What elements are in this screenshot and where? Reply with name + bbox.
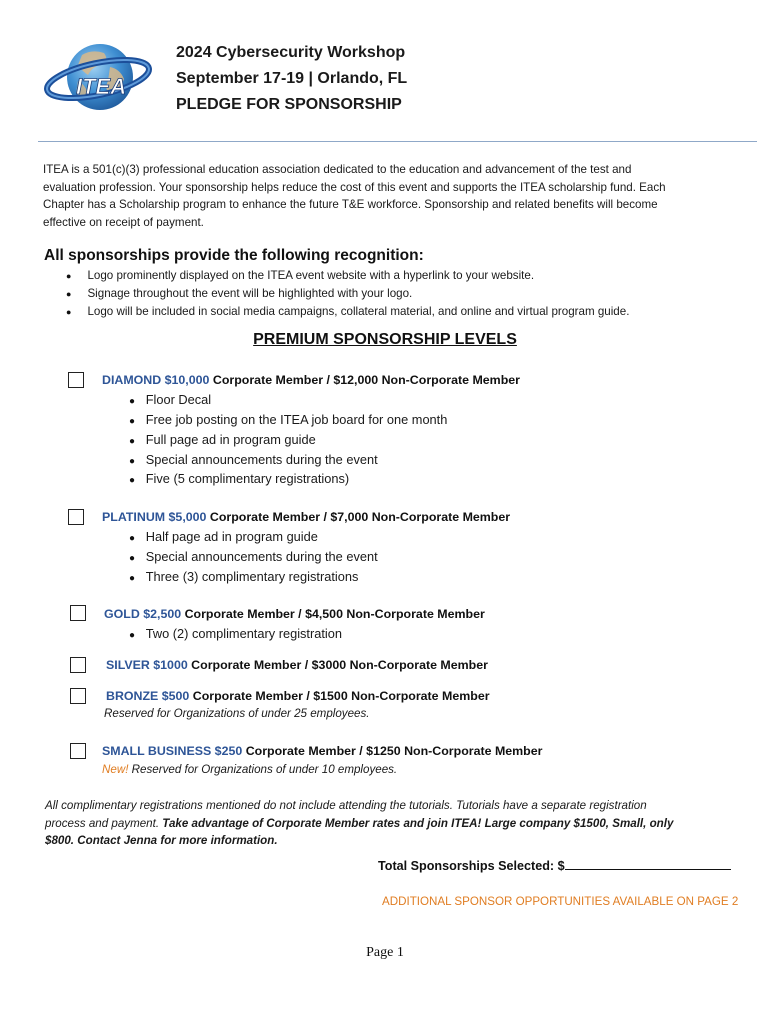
document-title: PLEDGE FOR SPONSORSHIP xyxy=(176,96,402,113)
platinum-benefit: ● Half page ad in program guide xyxy=(129,529,318,544)
bullet-icon: ● xyxy=(129,553,136,564)
intro-line: ITEA is a 501(c)(3) professional education association dedicated to the education and advancement of the test and xyxy=(43,163,632,176)
complimentary-line: process and payment. Take advantage of Corporate Member rates and join ITEA! Large company $1500, Small, only xyxy=(45,816,674,830)
silver-level: SILVER $1000 Corporate Member / $3000 Non-Corporate Member xyxy=(106,658,488,672)
gold-level: GOLD $2,500 Corporate Member / $4,500 Non-Corporate Member xyxy=(104,607,485,621)
intro-line: Chapter has a Scholarship program to enhance the future T&E workforce. Sponsorship and related benefits will become xyxy=(43,198,658,211)
bullet-icon: ● xyxy=(66,307,72,317)
complimentary-line: All complimentary registrations mentioned do not include attending the tutorials. Tutorials have a separate registration xyxy=(45,799,647,812)
diamond-level: DIAMOND $10,000 Corporate Member / $12,000 Non-Corporate Member xyxy=(102,373,520,387)
diamond-checkbox[interactable] xyxy=(68,372,84,388)
intro-line: effective on receipt of payment. xyxy=(43,215,204,229)
additional-opportunities-link: ADDITIONAL SPONSOR OPPORTUNITIES AVAILABLE ON PAGE 2 xyxy=(382,895,739,908)
small-business-note: New! Reserved for Organizations of under 10 employees. xyxy=(102,763,398,776)
recognition-item: ● Logo will be included in social media campaigns, collateral material, and online and virtual program guide. xyxy=(66,305,630,318)
svg-text:ITEA: ITEA xyxy=(76,74,127,99)
event-title: 2024 Cybersecurity Workshop xyxy=(176,44,406,61)
platinum-benefit: ● Special announcements during the event xyxy=(129,549,378,564)
small-business-checkbox[interactable] xyxy=(70,743,86,759)
bronze-level: BRONZE $500 Corporate Member / $1500 Non-Corporate Member xyxy=(106,689,490,703)
recognition-item: ● Signage throughout the event will be highlighted with your logo. xyxy=(66,287,413,300)
platinum-benefit: ● Three (3) complimentary registrations xyxy=(129,569,359,584)
diamond-benefit: ● Full page ad in program guide xyxy=(129,432,316,447)
small-business-level: SMALL BUSINESS $250 Corporate Member / $1250 Non-Corporate Member xyxy=(102,744,543,758)
total-sponsorships: Total Sponsorships Selected: $ xyxy=(378,856,731,873)
complimentary-note xyxy=(45,797,725,850)
platinum-checkbox[interactable] xyxy=(68,509,84,525)
bullet-icon: ● xyxy=(129,396,136,407)
gold-checkbox[interactable] xyxy=(70,605,86,621)
intro-paragraph xyxy=(43,161,733,231)
bullet-icon: ● xyxy=(66,289,72,299)
bronze-checkbox[interactable] xyxy=(70,688,86,704)
bullet-icon: ● xyxy=(66,271,72,281)
total-amount-field[interactable] xyxy=(565,856,731,870)
recognition-item: ● Logo prominently displayed on the ITEA event website with a hyperlink to your website. xyxy=(66,269,535,282)
new-tag: New! xyxy=(102,763,129,776)
diamond-benefit: ● Floor Decal xyxy=(129,392,212,407)
diamond-benefit: ● Five (5 complimentary registrations) xyxy=(129,471,350,486)
recognition-heading: All sponsorships provide the following recognition: xyxy=(44,247,424,264)
header-divider xyxy=(38,141,757,142)
event-dates-location: September 17-19 | Orlando, FL xyxy=(176,70,408,87)
bullet-icon: ● xyxy=(129,416,136,427)
bullet-icon: ● xyxy=(129,630,136,641)
bullet-icon: ● xyxy=(129,573,136,584)
bullet-icon: ● xyxy=(129,436,136,447)
intro-line: evaluation profession. Your sponsorship helps reduce the cost of this event and supports the ITEA scholarship fund. Each xyxy=(43,180,666,194)
bullet-icon: ● xyxy=(129,475,136,486)
page-number: Page 1 xyxy=(366,945,404,960)
premium-levels-heading: PREMIUM SPONSORSHIP LEVELS xyxy=(253,331,517,348)
platinum-level: PLATINUM $5,000 Corporate Member / $7,000 Non-Corporate Member xyxy=(102,510,511,524)
diamond-benefit: ● Free job posting on the ITEA job board for one month xyxy=(129,412,448,427)
itea-logo xyxy=(42,37,154,119)
diamond-benefit: ● Special announcements during the event xyxy=(129,452,378,467)
bullet-icon: ● xyxy=(129,456,136,467)
gold-benefit: ● Two (2) complimentary registration xyxy=(129,626,343,641)
complimentary-line: $800. Contact Jenna for more information. xyxy=(45,834,278,847)
silver-checkbox[interactable] xyxy=(70,657,86,673)
bullet-icon: ● xyxy=(129,533,136,544)
bronze-note: Reserved for Organizations of under 25 employees. xyxy=(104,707,370,720)
